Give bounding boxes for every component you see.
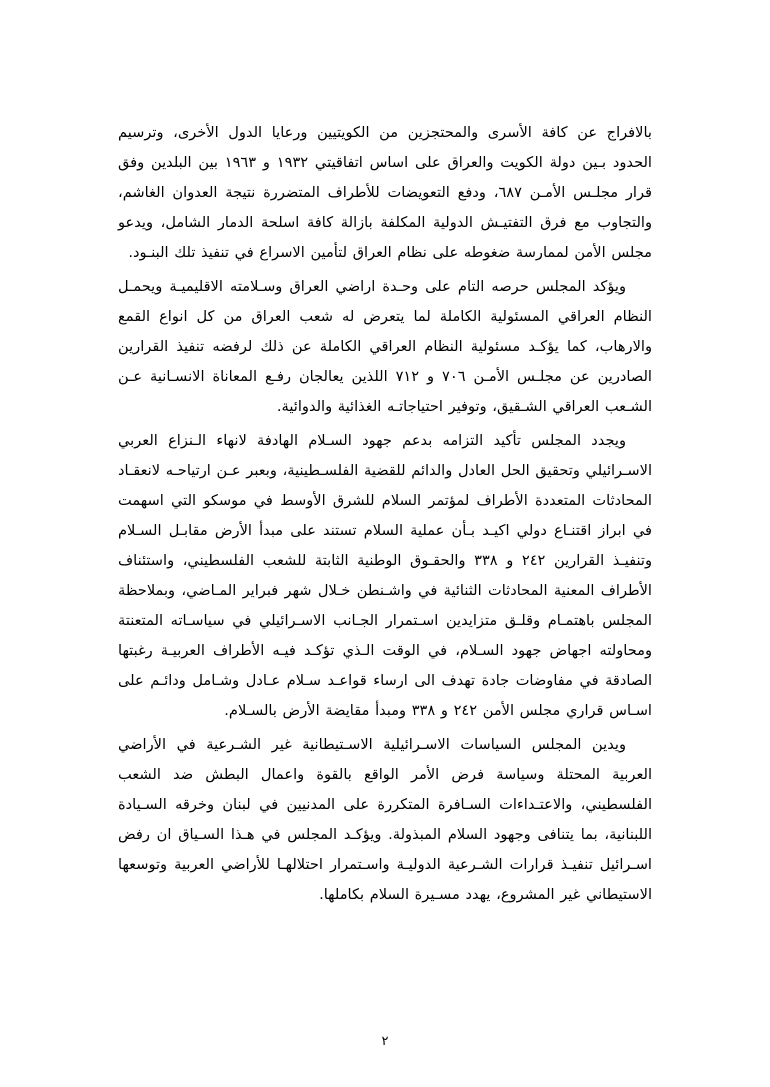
paragraph-4: ويدين المجلس السياسات الاسـرائيلية الاسـتيطانية غير الشـرعية في الأراضي العربية المحتلة وسياسة فرض الأمر الواقع بالقوة واعمال البطش ضد الشعب الفلسطيني، والاعتـداءات السـافرة المتكررة على المدنيين في لبنان وخرقه السـيادة اللبنانية، بما يتنافى وجهود السلام المبذولة. ويؤكـد المجلس في هـذا السـياق ان رفض اسـرائيل تنفيـذ قرارات الشـرعية الدوليـة واسـتمرار احتلالهـا للأراضي العربية وتوسعها الاستيطاني غير المشروع، يهدد مسـيرة السلام بكاملها. (118, 736, 652, 903)
paragraph-2: ويؤكد المجلس حرصه التام على وحـدة اراضي العراق وسـلامته الاقليميـة ويحمـل النظام العراقي المسئولية الكاملة لما يتعرض له شعب العراق من كل انواع القمع والارهاب، كما يؤكـد مسئولية النظام العراقي الكاملة عن ذلك لرفضه تنفيذ القرارين الصادرين عن مجلـس الأمـن ٧٠٦ و ٧١٢ اللذين يعالجان رفـع المعاناة الانسـانية عـن الشـعب العراقي الشـقيق، وتوفير احتياجاتـه الغذائية والدوائية. (118, 278, 652, 415)
document-body (118, 118, 652, 914)
paragraph-3: ويجدد المجلس تأكيد التزامه بدعم جهود السـلام الهادفة لانهاء الـنزاع العربي الاسـرائيلي وتحقيق الحل العادل والدائم للقضية الفلسـطينية، وبعبر عـن ارتياحـه لانعقـاد المحادثات المتعددة الأطراف لمؤتمر السلام للشرق الأوسط في موسكو التي اسهمت في ابراز اقتنـاع دولي اكيـد بـأن عملية السلام تستند على مبدأ الأرض مقابـل السـلام وتنفيـذ القرارين ٢٤٢ و ٣٣٨ والحقـوق الوطنية الثابتة للشعب الفلسطيني، واستئناف الأطراف المعنية المحادثات الثنائية في واشـنطن خـلال شهر فبراير المـاضي، وبملاحظة المجلس باهتمـام وقلـق متزايدين اسـتمرار الجـانب الاسـرائيلي في سياسـاته المتعنتة ومحاولته اجهاض جهود السـلام، في الوقت الـذي تؤكـد فيـه الأطراف العربيـة رغبتها الصادقة في مفاوضات جادة تهدف الى ارساء قواعـد سـلام عـادل وشـامل ودائـم على اسـاس قراري مجلس الأمن ٢٤٢ و ٣٣٨ ومبدأ مقايضة الأرض بالسـلام. (118, 432, 653, 719)
page-number: ٢ (381, 1034, 389, 1049)
paragraph-1: بالافراج عن كافة الأسرى والمحتجزين من الكويتيين ورعايا الدول الأخرى، وترسيم الحدود بـين دولة الكويت والعراق على اساس اتفاقيتي ١٩٣٢ و ١٩٦٣ بين البلدين وفق قرار مجلـس الأمـن ٦٨٧، ودفع التعويضات للأطراف المتضررة نتيجة العدوان الغاشم، والتجاوب مع فرق التفتيـش الدولية المكلفة بازالة كافة اسلحة الدمار الشامل، ويدعو مجلس الأمن لممارسة ضغوطه على نظام العراق لتأمين الاسراع في تنفيذ تلك البنـود. (118, 124, 652, 261)
